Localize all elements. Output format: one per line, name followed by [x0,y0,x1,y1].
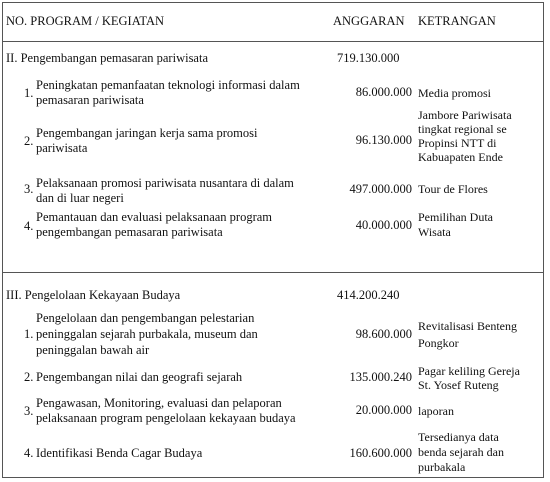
section-title: II. Pengembangan pemasaran pariwisata [6,51,209,65]
item-text-line: Pemantauan dan evaluasi pelaksanaan program [36,210,273,224]
item-number: 2. [24,134,34,148]
section-amount: 719.130.000 [337,51,400,65]
item-text-line: Pengembangan jaringan kerja sama promosi [36,126,258,140]
item-keterangan: Pagar keliling Gereja [418,364,520,378]
item-text-line: Pengembangan nilai dan geografi sejarah [36,370,243,384]
section-amount: 414.200.240 [337,288,400,302]
item-text-line: pemasaran pariwisata [36,93,144,107]
item-text-line: Pengelolaan dan pengembangan pelestarian [36,311,255,325]
item-amount: 98.600.000 [355,327,412,341]
item-keterangan: Propinsi NTT di [418,136,497,150]
header-anggaran: ANGGARAN [333,14,405,28]
item-number: 4. [24,446,34,460]
item-text-line: pariwisata [36,141,88,155]
item-text-line: peninggalan sejarah purbakala, museum dan [36,327,258,341]
section-title: III. Pengelolaan Kekayaan Budaya [6,288,181,302]
section-divider [3,272,543,273]
item-number: 3. [24,404,34,418]
item-keterangan: Kabuapaten Ende [418,150,503,164]
item-number: 4. [24,219,34,233]
item-keterangan: Jambore Pariwisata [418,108,512,122]
item-amount: 86.000.000 [355,85,412,99]
item-keterangan: Pongkor [418,336,459,350]
item-keterangan: benda sejarah dan [418,445,504,459]
item-keterangan: Media promosi [418,86,491,100]
item-text-line: Pelaksanaan promosi pariwisata nusantara di dalam [36,176,294,190]
item-keterangan: Revitalisasi Benteng [418,319,517,333]
item-text-line: Pengawasan, Monitoring, evaluasi dan pelaporan [36,396,282,410]
item-text-line: pengembangan pemasaran pariwisata [36,225,223,239]
header-keterangan: KETRANGAN [418,14,496,28]
item-keterangan: Tersedianya data [418,430,499,444]
item-keterangan: tingkat regional se [418,122,507,136]
header-no-program: NO. PROGRAM / KEGIATAN [6,14,165,28]
header-divider [3,41,543,42]
item-number: 1. [24,327,34,341]
item-text-line: Identifikasi Benda Cagar Budaya [36,446,203,460]
item-keterangan: Wisata [418,225,451,239]
item-number: 2. [24,370,34,384]
item-keterangan: purbakala [418,460,466,474]
item-amount: 20.000.000 [355,403,412,417]
item-keterangan: Pemilihan Duta [418,210,493,224]
item-text-line: Peningkatan pemanfaatan teknologi informasi dalam [36,78,300,92]
item-text-line: peninggalan bawah air [36,343,150,357]
item-amount: 40.000.000 [355,218,412,232]
item-number: 3. [24,182,34,196]
item-text-line: dan di luar negeri [36,191,124,205]
item-keterangan: laporan [418,404,454,418]
item-keterangan: Tour de Flores [418,182,488,196]
item-number: 1. [24,86,34,100]
item-amount: 160.600.000 [349,446,412,460]
item-amount: 497.000.000 [349,182,412,196]
item-keterangan: St. Yosef Ruteng [418,378,499,392]
item-amount: 135.000.240 [349,370,412,384]
item-amount: 96.130.000 [355,133,412,147]
item-text-line: pelaksanaan program pengelolaan kekayaan budaya [36,411,296,425]
